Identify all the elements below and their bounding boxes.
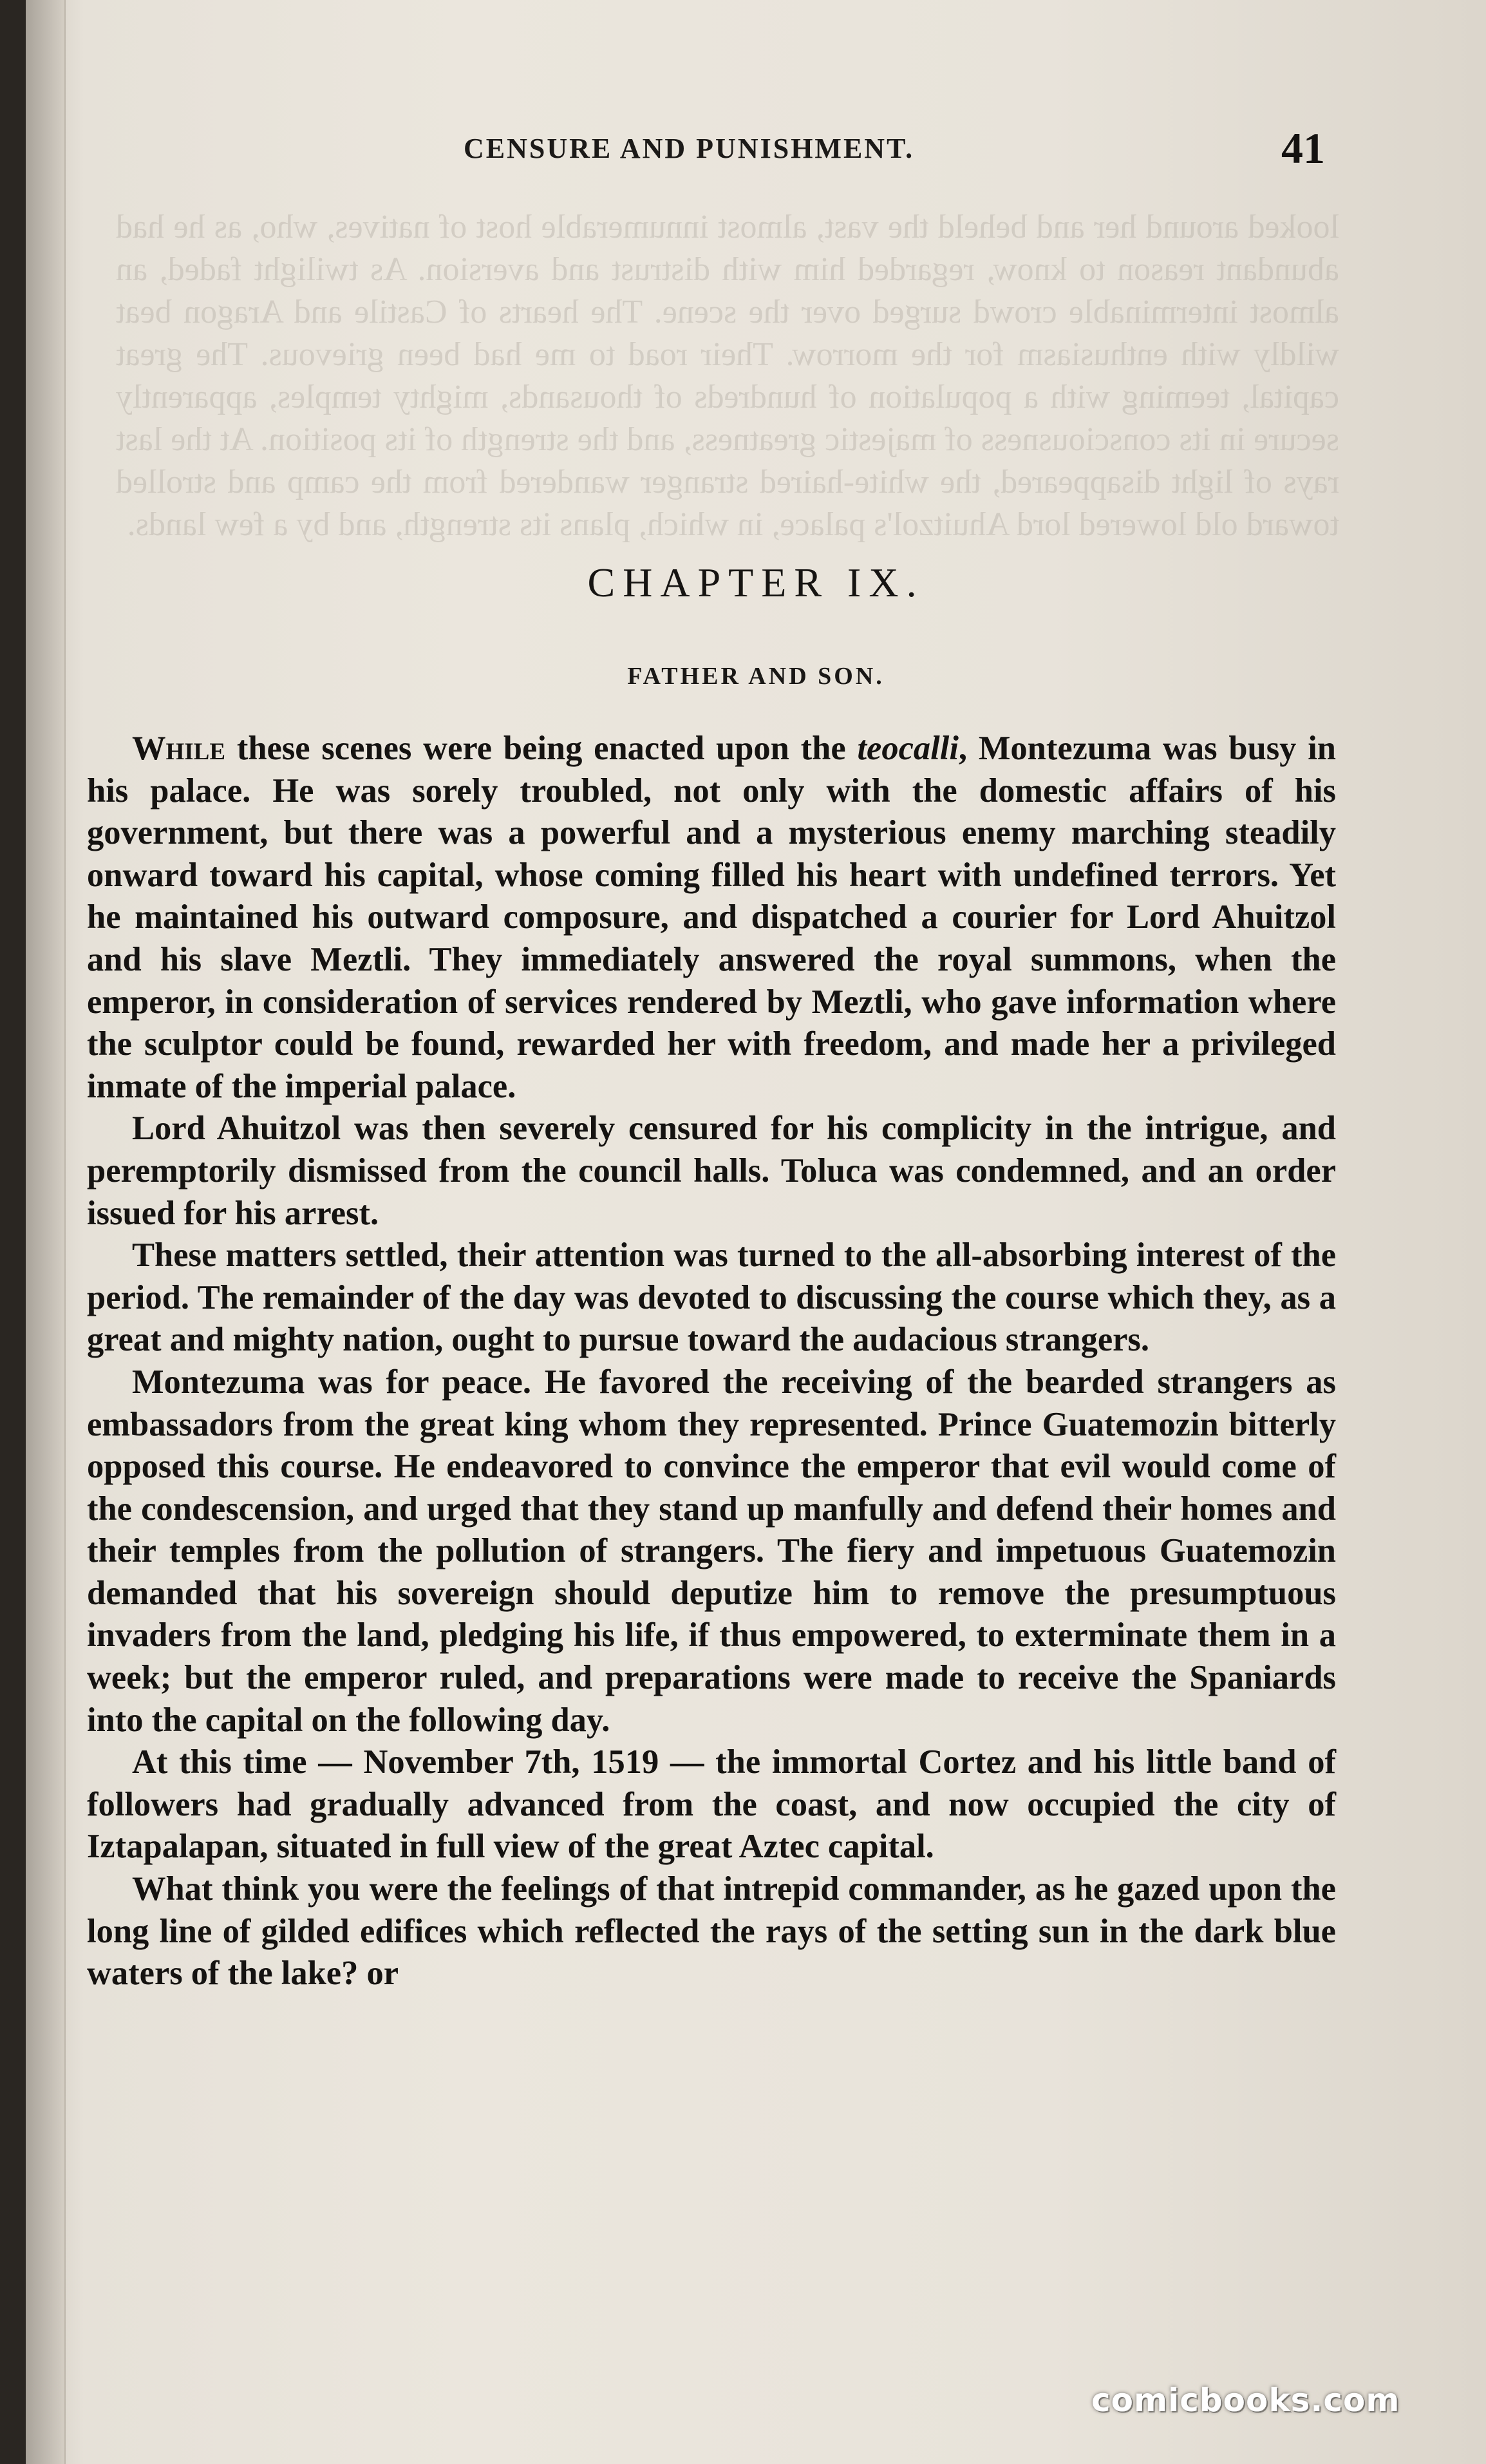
- running-head: [26, 124, 1486, 177]
- italic-term: teocalli: [857, 730, 959, 767]
- paragraph-4: Montezuma was for peace. He favored the receiving of the bearded strangers as embassadors from the great king whom they represented. Prince Guatemozin bitterly opposed this course. He endeavored to convince the emperor that evil would come of the condescension, and urged that they stand up manfully and defend their homes and their temples from the pollution of strangers. The fiery and impetuous Guatemozin demanded that his sovereign should deputize him to remove the presumptuous invaders from the land, pledging his life, if thus empowered, to exterminate them in a week; but the emperor ruled, and preparations were made to receive the Spaniards into the capital on the following day.: [87, 1363, 1336, 1739]
- paragraph-lead-word: While: [132, 730, 226, 767]
- book-page: [26, 0, 1486, 2464]
- body-text: [87, 728, 1336, 1995]
- chapter-subtitle: FATHER AND SON.: [627, 663, 885, 690]
- paragraph-text: , Montezuma was busy in his palace. He was sorely troubled, not only with the domestic affairs of his government, but there was a powerful and a mysterious enemy marching steadily onward toward his capital, whose coming filled his heart with undefined terrors. Yet he maintained his outward composure, and dispatched a courier for Lord Ahuitzol and his slave Meztli. They immediately answered the royal summons, when the emperor, in consideration of services rendered by Meztli, who gave information where the sculptor could be found, rewarded her with freedom, and made her a privileged inmate of the imperial palace.: [87, 730, 1336, 1105]
- chapter-title: CHAPTER IX.: [587, 560, 925, 605]
- paragraph-6: What think you were the feelings of that intrepid commander, as he gazed upon the long line of gilded edifices which reflected the rays of the setting sun in the dark blue waters of the lake? or: [87, 1870, 1336, 1993]
- running-title: CENSURE AND PUNISHMENT.: [464, 133, 915, 164]
- page-number: 41: [1281, 124, 1325, 173]
- paragraph-5: At this time — November 7th, 1519 — the immortal Cortez and his little band of followers had gradually advanced from the coast, and now occupied the city of Iztapalapan, situated in full view of the great Aztec capital.: [87, 1743, 1336, 1866]
- page-gutter: [26, 0, 66, 2464]
- paragraph-text: these scenes were being enacted upon the: [225, 730, 858, 767]
- paragraph-3: These matters settled, their attention was turned to the all-absorbing interest of the period. The remainder of the day was devoted to discussing the course which they, as a great and mighty nation, ought to pursue toward the audacious strangers.: [87, 1237, 1336, 1359]
- paragraph-2: Lord Ahuitzol was then severely censured for his complicity in the intrigue, and peremptorily dismissed from the council halls. Toluca was condemned, and an order issued for his arrest.: [87, 1110, 1336, 1232]
- watermark: comicbooks.com: [1091, 2382, 1400, 2419]
- show-through-text: looked around her and beheld the vast, almost innumerable host of natives, who, as he had abundant reason to know, regarded him with distrust and aversion. As twilight faded, an almost interminable crowd surged over the scene. The hearts of Castile and Aragon beat wildly with enthusiasm for the morrow. Their road to me had been grievous. The great capital, teeming with a population of hundreds of thousands, mighty temples, apparently secure in its consciousness of majestic greatness, and the strength of its position. At the last rays of light disappeared, the white-haired stranger wandered from the camp and strolled toward old lowered lord Ahuitzol's palace, in which, plans its strength, and by a few lands.: [116, 209, 1339, 543]
- paragraph-1: [87, 728, 1336, 1108]
